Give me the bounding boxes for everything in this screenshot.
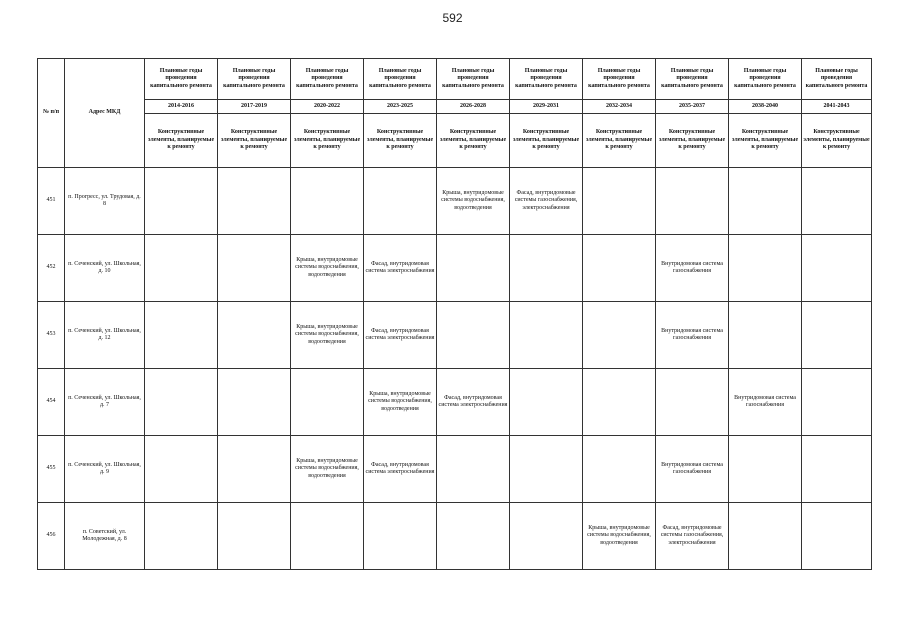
repair-cell xyxy=(145,168,218,235)
repair-cell xyxy=(364,503,437,570)
table-row xyxy=(38,369,872,436)
table-row xyxy=(38,436,872,503)
repair-cell xyxy=(291,168,364,235)
repair-cell xyxy=(583,168,656,235)
repair-cell: Фасад, внутридомовая система электроснабжения xyxy=(364,302,437,369)
repair-cell xyxy=(510,369,583,436)
repair-cell xyxy=(729,503,802,570)
repair-cell xyxy=(802,235,872,302)
header-planned-years: Плановые годы проведения капитального ремонта xyxy=(510,59,583,100)
repair-cell xyxy=(291,503,364,570)
header-period: 2023-2025 xyxy=(364,100,437,114)
repair-cell xyxy=(218,369,291,436)
repair-cell: Крыша, внутридомовые системы водоснабжения, водоотведения xyxy=(291,235,364,302)
repair-cell xyxy=(583,369,656,436)
header-period: 2035-2037 xyxy=(656,100,729,114)
repair-cell xyxy=(218,235,291,302)
repair-cell: Фасад, внутридомовые системы газоснабжения, электроснабжения xyxy=(656,503,729,570)
header-planned-years: Плановые годы проведения капитального ремонта xyxy=(145,59,218,100)
row-address: п. Советский, ул. Молодежная, д. 8 xyxy=(65,503,145,570)
header-planned-years: Плановые годы проведения капитального ремонта xyxy=(218,59,291,100)
header-period: 2026-2028 xyxy=(437,100,510,114)
header-elements: Конструктивные элементы, планируемые к ремонту xyxy=(729,114,802,168)
header-elements: Конструктивные элементы, планируемые к ремонту xyxy=(145,114,218,168)
header-address: Адрес МКД xyxy=(65,59,145,168)
row-address: п. Сеченский, ул. Школьная, д. 7 xyxy=(65,369,145,436)
repair-cell xyxy=(802,168,872,235)
repair-cell xyxy=(583,235,656,302)
repair-cell xyxy=(437,436,510,503)
repair-cell: Фасад, внутридомовые системы газоснабжения, электроснабжения xyxy=(510,168,583,235)
header-period: 2014-2016 xyxy=(145,100,218,114)
header-planned-years: Плановые годы проведения капитального ремонта xyxy=(437,59,510,100)
row-address: п. Сеченский, ул. Школьная, д. 10 xyxy=(65,235,145,302)
repair-cell: Внутридомовая система газоснабжения xyxy=(656,235,729,302)
repair-cell xyxy=(145,235,218,302)
repair-cell xyxy=(145,369,218,436)
repair-cell xyxy=(145,503,218,570)
repair-cell xyxy=(510,503,583,570)
repair-cell xyxy=(218,302,291,369)
repair-cell xyxy=(802,369,872,436)
header-period: 2020-2022 xyxy=(291,100,364,114)
table-row xyxy=(38,168,872,235)
header-planned-years: Плановые годы проведения капитального ремонта xyxy=(364,59,437,100)
repair-cell: Крыша, внутридомовые системы водоснабжения, водоотведения xyxy=(291,436,364,503)
header-period: 2038-2040 xyxy=(729,100,802,114)
header-period: 2032-2034 xyxy=(583,100,656,114)
repair-cell xyxy=(218,436,291,503)
header-elements: Конструктивные элементы, планируемые к ремонту xyxy=(656,114,729,168)
repair-cell xyxy=(291,369,364,436)
repair-cell xyxy=(583,436,656,503)
row-number: 455 xyxy=(38,436,65,503)
header-elements: Конструктивные элементы, планируемые к ремонту xyxy=(583,114,656,168)
repair-cell xyxy=(218,168,291,235)
row-number: 456 xyxy=(38,503,65,570)
repair-cell xyxy=(145,436,218,503)
repair-cell xyxy=(729,168,802,235)
row-number: 451 xyxy=(38,168,65,235)
repair-cell: Фасад, внутридомовая система электроснабжения xyxy=(364,235,437,302)
repair-cell xyxy=(729,235,802,302)
header-planned-years: Плановые годы проведения капитального ремонта xyxy=(656,59,729,100)
row-address: п. Сеченский, ул. Школьная, д. 9 xyxy=(65,436,145,503)
table-row xyxy=(38,503,872,570)
repair-cell: Внутридомовая система газоснабжения xyxy=(656,436,729,503)
header-elements: Конструктивные элементы, планируемые к ремонту xyxy=(510,114,583,168)
repair-cell xyxy=(218,503,291,570)
header-elements: Конструктивные элементы, планируемые к ремонту xyxy=(437,114,510,168)
repair-cell xyxy=(145,302,218,369)
repair-cell: Крыша, внутридомовые системы водоснабжения, водоотведения xyxy=(583,503,656,570)
repair-cell: Крыша, внутридомовые системы водоснабжения, водоотведения xyxy=(437,168,510,235)
repair-cell: Фасад, внутридомовая система электроснабжения xyxy=(364,436,437,503)
repair-cell xyxy=(437,503,510,570)
header-elements: Конструктивные элементы, планируемые к ремонту xyxy=(218,114,291,168)
row-number: 452 xyxy=(38,235,65,302)
repair-cell xyxy=(729,302,802,369)
table-row xyxy=(38,302,872,369)
repair-cell xyxy=(802,503,872,570)
repair-cell: Фасад, внутридомовая система электроснабжения xyxy=(437,369,510,436)
page-number: 592 xyxy=(442,11,463,25)
row-address: п. Сеченский, ул. Школьная, д. 12 xyxy=(65,302,145,369)
header-period: 2029-2031 xyxy=(510,100,583,114)
row-number: 453 xyxy=(38,302,65,369)
repair-cell xyxy=(729,436,802,503)
repair-cell xyxy=(583,302,656,369)
repair-cell: Крыша, внутридомовые системы водоснабжения, водоотведения xyxy=(291,302,364,369)
header-planned-years: Плановые годы проведения капитального ремонта xyxy=(583,59,656,100)
repair-cell xyxy=(510,302,583,369)
header-num: № п/п xyxy=(38,59,65,168)
repair-cell xyxy=(656,168,729,235)
repair-cell xyxy=(510,436,583,503)
header-period: 2017-2019 xyxy=(218,100,291,114)
repair-cell xyxy=(656,369,729,436)
header-elements: Конструктивные элементы, планируемые к ремонту xyxy=(291,114,364,168)
row-address: п. Прогресс, ул. Трудовая, д. 8 xyxy=(65,168,145,235)
header-planned-years: Плановые годы проведения капитального ремонта xyxy=(291,59,364,100)
repair-cell xyxy=(510,235,583,302)
table-row xyxy=(38,235,872,302)
repair-cell: Внутридомовая система газоснабжения xyxy=(729,369,802,436)
capital-repair-table xyxy=(37,58,872,570)
header-elements: Конструктивные элементы, планируемые к ремонту xyxy=(802,114,872,168)
header-elements: Конструктивные элементы, планируемые к ремонту xyxy=(364,114,437,168)
header-period: 2041-2043 xyxy=(802,100,872,114)
repair-cell xyxy=(802,436,872,503)
repair-cell xyxy=(437,302,510,369)
repair-cell: Крыша, внутридомовые системы водоснабжения, водоотведения xyxy=(364,369,437,436)
repair-cell xyxy=(364,168,437,235)
repair-cell: Внутридомовая система газоснабжения xyxy=(656,302,729,369)
repair-cell xyxy=(802,302,872,369)
header-planned-years: Плановые годы проведения капитального ремонта xyxy=(802,59,872,100)
repair-cell xyxy=(437,235,510,302)
row-number: 454 xyxy=(38,369,65,436)
header-planned-years: Плановые годы проведения капитального ремонта xyxy=(729,59,802,100)
